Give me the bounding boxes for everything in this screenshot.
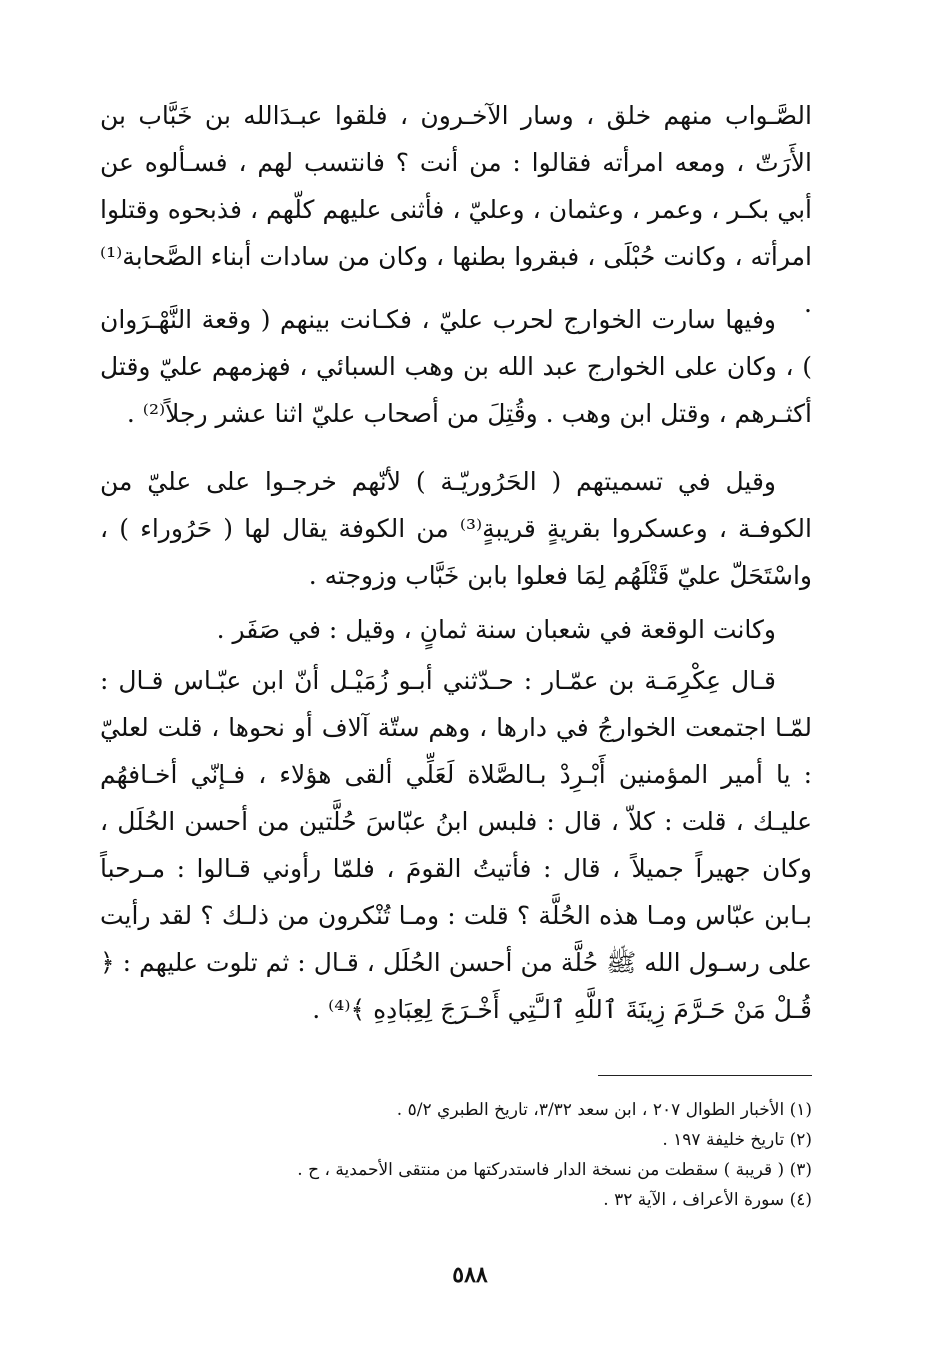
body-text-area bbox=[100, 458, 812, 599]
paragraph-haruriyya: وقيل في تسميتهم ( الحَرُوريّـة ) لأنّهم خرجـوا على عليّ من الكوفـة ، وعسكروا بقريةٍ قريبةٍ⁽³⁾ من الكوفة يقال لها ( حَرُوراء ) ، واسْتَحَلّ عليّ قَتْلَهُم لِمَا فعلوا بابن خَبَّاب وزوجته . bbox=[100, 467, 812, 590]
footnote: (٤) سورة الأعراف ، الآية ٣٢ . bbox=[603, 1190, 812, 1210]
body-text-area bbox=[100, 606, 812, 653]
body-text-area bbox=[100, 92, 812, 327]
footnotes bbox=[297, 1095, 812, 1215]
footnote: (٢) تاريخ خليفة ١٩٧ . bbox=[662, 1130, 812, 1150]
footnote: (١) الأخبار الطوال ٢٠٧ ، ابن سعد ٣/٣٢، تاريخ الطبري ٥/٢ . bbox=[396, 1100, 812, 1120]
body-text-area bbox=[100, 657, 812, 1033]
paragraph-khabbab: الصَّـواب منهم خلق ، وسار الآخـرون ، فلقوا عبـدَالله بن خَبَّاب بن الأَرَتّ ، ومعه امرأته فقالوا : من أنت ؟ فانتسب لهم ، فسـألوه عن أبي بكـر ، وعمر ، وعثمان ، وعليّ ، فأثنى عليهم كلّهم ، فذبحوه وقتلوا امرأته ، وكانت حُبْلَى ، فبقروا بطنها ، وكان من سادات أبناء الصَّحابة⁽¹⁾ . bbox=[100, 101, 812, 318]
paragraph-nahrawan: وفيها سارت الخوارج لحرب عليّ ، فكـانت بينهم ( وقعة النَّهْـرَوان ) ، وكان على الخوارج عبد الله بن وهب السبائي ، فهزمهم عليّ وقتل أكثـرهم ، وقتل ابن وهب . وقُتِلَ من أصحاب عليّ اثنا عشر رجلاً⁽²⁾ . bbox=[100, 305, 812, 428]
paragraph-battle-date: وكانت الوقعة في شعبان سنة ثمانٍ ، وقيل : في صَفَر . bbox=[216, 615, 776, 644]
footnote: (٣) ( قريبة ) سقطت من نسخة الدار فاستدركتها من منتقى الأحمدية ، ح . bbox=[297, 1160, 812, 1180]
page-number: ٥٨٨ bbox=[452, 1262, 488, 1288]
paragraph-ibn-abbas: قـال عِكْرِمَـة بن عمّـار : حـدّثني أبـو زُمَيْـل أنّ ابن عبّـاس قـال : لمّـا اجتمعت الخوارجُ في دارها ، وهم ستّة آلاف أو نحوها ، قلت لعليّ : يا أمير المؤمنين أَبْـرِدْ بـالصَّلاة لَعَلِّي ألقى هؤلاء ، فـإنّي أخـافهُم عليـك ، قلت : كلاّ ، قال : فلبس ابنُ عبّاسَ حُلَّتين من أحسن الحُلَل ، وكان جهيراً جميلاً ، قال : فأتيتُ القومَ ، فلمّا رأوني قـالوا : مـرحباً بـابن عبّاس ومـا هذه الحُلَّة ؟ قلت : ومـا تُنْكرون من ذلـك ؟ لقد رأيت على رسـول الله ﷺ حُلَّة من أحسن الحُلَل ، قـال : ثم تلوت عليهم : ﴿ قُـلْ مَنْ حَـرَّمَ زِينَةَ ٱللَّهِ ٱلـَّتِي أَخْـرَجَ لِعِبَادِهِ ﴾⁽⁴⁾ . bbox=[100, 666, 812, 1024]
body-text-area bbox=[100, 296, 812, 437]
footnote-divider bbox=[598, 1075, 812, 1076]
